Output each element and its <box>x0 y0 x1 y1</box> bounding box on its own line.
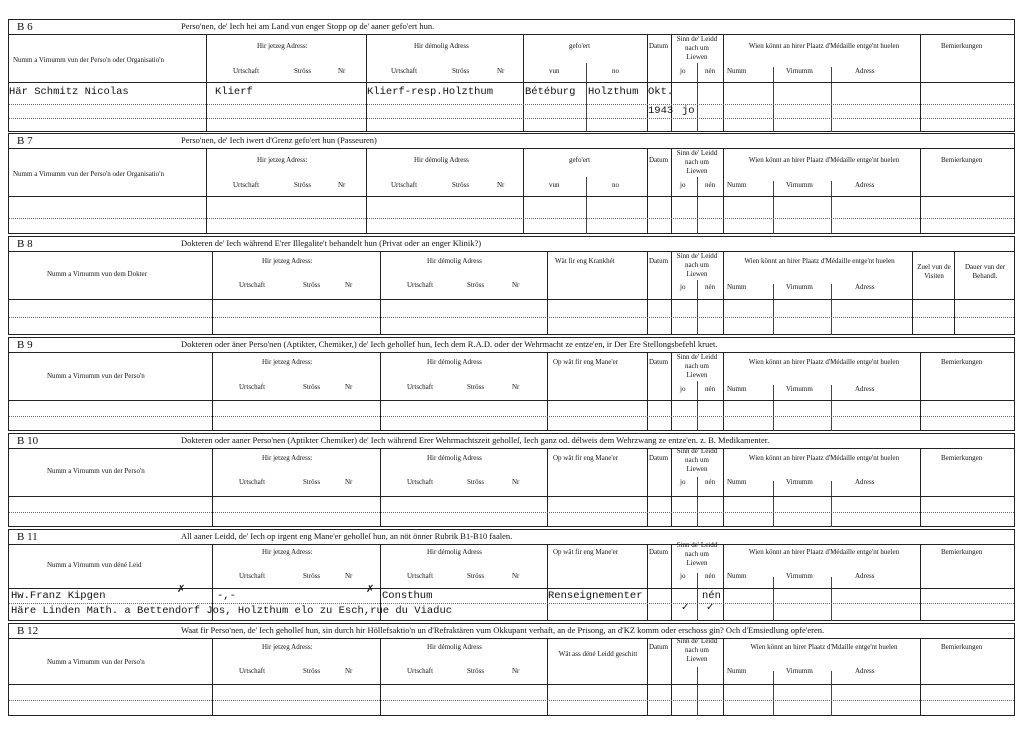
entry-name-1: Hw.Franz Kipgen <box>11 590 106 602</box>
alive-header: Sinn de' Leidd nach um Liewen <box>676 35 718 61</box>
entry-to: Holzthum <box>588 86 639 98</box>
section-b10: B 10 Dokteren oder aaner Perso'nen (Aptikter Chemiker) de' Iech während Erer Wehrmachtszeit geholleſ, Iech ganz od. délweis dem Wehrzwang ze entze'en. z. B. Medikamenter. Numm a Virnumm vun der Perso'n Hir jetzeg Adress: Urtschaft Ströss Nr Hir démolig Adress Urtschaft Ströss Nr Op wät fir eng Mane'er Datum Sinn de' Leidd nach um Liewen jo nén Wien könnt an hirer Plaatz d'Médaille entge'nt huelen Numm Virnumm Adress Bemierkungen <box>8 433 1015 527</box>
section-header <box>9 237 1014 252</box>
cross-mark: ✗ <box>177 584 186 595</box>
section-code: B 6 <box>17 21 33 33</box>
section-header <box>9 434 1014 449</box>
section-title: Dokteren oder aaner Perso'nen (Aptikter Chemiker) de' Iech während Erer Wehrmachtszeit geholleſ, Iech ganz od. délweis dem Wehrzwang ze entze'en. z. B. Medikamenter. <box>181 435 770 445</box>
duration-header: Dauer vun der Behandl. <box>964 263 1006 280</box>
section-title: All aaner Leidd, de' Iech op irgent eng Mane'er geholleſ hun, an nöt önner Rubrik B1-B10 faalen. <box>181 531 513 541</box>
date-header: Datum <box>649 42 669 50</box>
entry-place: Klierf <box>215 86 253 98</box>
section-header <box>9 530 1014 545</box>
section-b7: B 7 Perso'nen, de' Iech iwert d'Grenz gefo'ert hun (Passeuren) Numm a Virnumm vun der Perso'n oder Organisatio'n Hir jetzeg Adress: Urtschaft Ströss Nr Hir démolig Adress Urtschaft Ströss Nr gefo'ert vun no Datum Sinn de' Leidd nach um Liewen jo nén Wien könnt an hirer Plaatz d'Médaille entge'nt huelen Numm Virnumm Adress Bemierkungen <box>8 133 1015 234</box>
section-b8: B 8 Dokteren de' Iech während E'rer Illegalite't behandelt hun (Privat oder an enger Klinik?) Numm a Virnumm vun dem Dokter Hir jetzeg Adress: Urtschaft Ströss Nr Hir démolig Adress Urtschaft Ströss Nr Wät fir eng Krankhét Datum Sinn de' Leidd nach um Liewen jo nén Wien könnt an hirer Plaatz d'Médaille entge'nt huelen Numm Virnumm Adress Zuel vun de Visiten Dauer vun der Behandl. <box>8 236 1015 335</box>
section-code: B 11 <box>17 531 38 543</box>
entry-name: Här Schmitz Nicolas <box>9 86 129 98</box>
entry-date-month: Okt. <box>648 86 674 98</box>
entry-alive-yes: jo <box>682 105 695 117</box>
medal-header: Wien könnt an hirer Plaatz d'Médaille entge'nt huelen <box>748 42 900 50</box>
section-title: Perso'nen, de' Iech hei am Land vun enger Stopp op de' aaner gefo'ert hun. <box>181 21 435 31</box>
section-code: B 10 <box>17 435 39 447</box>
done-header: Wät ass déné Leidd geschitt <box>558 650 638 658</box>
section-title: Perso'nen, de' Iech iwert d'Grenz gefo'ert hun (Passeuren) <box>181 135 377 145</box>
entry-manner-1: Renseignementer <box>548 590 643 602</box>
entry-from: Bétéburg <box>525 86 576 98</box>
doctor-name-header: Numm a Virnumm vun dem Dokter <box>47 270 147 278</box>
section-header <box>9 134 1014 149</box>
entry-former-1: Consthum <box>382 590 433 602</box>
visits-header: Zuel vun de Visiten <box>917 263 951 280</box>
cross-mark: ✗ <box>366 584 375 595</box>
section-code: B 8 <box>17 238 33 250</box>
section-title: Waat fir Perso'nen, de' Iech geholleſ hun, sin durch hir Höllefsaktio'n un d'Refraktären vum Okkupant verhaft, an de Prisong, an d'KZ komm oder erschoss gin? Och d'Emsiedlung opfe'eren. <box>181 625 825 635</box>
name-column-header: Numm a Virnumm vun der Perso'n oder Organisatio'n <box>13 56 164 64</box>
led-header: gefo'ert <box>569 42 591 50</box>
section-code: B 9 <box>17 339 33 351</box>
entry-line-2: Häre Linden Math. a Bettendorf Jos, Holzthum elo zu Esch,rue du Viaduc <box>11 605 453 617</box>
suffered-name-header: Numm a Virnumm vun déné Leid <box>47 561 142 569</box>
section-header <box>9 624 1014 639</box>
section-b11: B 11 All aaner Leidd, de' Iech op irgent eng Mane'er geholleſ hun, an nöt önner Rubrik B1-B10 faalen. Numm a Virnumm vun déné Leid Hir jetzeg Adress: Urtschaft Ströss Nr Hir démolig Adress Urtschaft Ströss Nr Op wät fir eng Mane'er Datum Sinn de' Leidd nach um Liewen jo nén Wien könnt an hirer Plaatz d'Médaille entge'nt huelen Numm Virnumm Adress Bemierkungen Hw.Franz Kipgen -,- Consthum Renseignementer nén Häre Linden Math. a Bettendorf Jos, Holzthum elo zu Esch,rue du Viaduc ✗ ✗ ✓ ✓ <box>8 529 1015 621</box>
section-code: B 7 <box>17 135 33 147</box>
entry-date-year: 1943 <box>648 105 674 117</box>
section-b6: B 6 Perso'nen, de' Iech hei am Land vun enger Stopp op de' aaner gefo'ert hun. Numm a Virnumm vun der Perso'n oder Organisatio'n Hir jetzeg Adress: Urtschaft Ströss Nr Hir démolig Adress Urtschaft Ströss Nr gefo'ert vun no Datum Sinn de' Leidd nach um Liewen jo nén Wien könnt an hirer Plaatz d'Médaille entge'nt huelen Numm Virnumm Adress Bemierkungen Här Schmitz Nicolas Klierf Klierf-resp.Holzthum Bétéburg Holzthum Okt. 1943 jo <box>8 19 1015 132</box>
section-b12: B 12 Waat fir Perso'nen, de' Iech geholleſ hun, sin durch hir Höllefsaktio'n un d'Refraktären vum Okkupant verhaft, an de Prisong, an d'KZ komm oder erschoss gin? Och d'Emsiedlung opfe'eren. Numm a Virnumm vun der Perso'n Hir jetzeg Adress: Urtschaft Ströss Nr Hir démolig Adress Urtschaft Ströss Nr Wät ass déné Leidd geschitt Datum Sinn de' Leidd nach um Liewen Wien könnt an hirer Plaatz d'Mdaille entge'nt huelen Numm Virnumm Adress Bemierkungen <box>8 623 1015 716</box>
section-header <box>9 338 1014 353</box>
remarks-header: Bemierkungen <box>941 42 983 50</box>
check-mark: ✓ <box>681 602 690 613</box>
current-address-header: Hir jetzeg Adress: <box>257 42 308 50</box>
section-code: B 12 <box>17 625 39 637</box>
manner-header: Op wät fir eng Mane'er <box>553 358 619 366</box>
illness-header: Wät fir eng Krankhét <box>555 257 615 265</box>
section-header <box>9 20 1014 35</box>
check-mark: ✓ <box>706 602 715 613</box>
entry-former-address: Klierf-resp.Holzthum <box>367 86 494 98</box>
entry-place-1: -,- <box>217 590 236 602</box>
section-title: Dokteren oder äner Perso'nen (Aptikter, Chemiker,) de' Iech gehollef hun, Iech dem R.A.D. oder der Wehrmacht ze entze'en, ir Der Ere Stellongsbefehl kruet. <box>181 339 718 349</box>
entry-alive-no-1: nén <box>702 590 721 602</box>
section-title: Dokteren de' Iech während E'rer Illegalite't behandelt hun (Privat oder an enger Klinik?) <box>181 238 482 248</box>
section-b9: B 9 Dokteren oder äner Perso'nen (Aptikter, Chemiker,) de' Iech gehollef hun, Iech dem R.A.D. oder der Wehrmacht ze entze'en, ir Der Ere Stellongsbefehl kruet. Numm a Virnumm vun der Perso'n Hir jetzeg Adress: Urtschaft Ströss Nr Hir démolig Adress Urtschaft Ströss Nr Op wät fir eng Mane'er Datum Sinn de' Leidd nach um Liewen jo nén Wien könnt an hirer Plaatz d'Médaille entge'nt huelen Numm Virnumm Adress Bemierkungen <box>8 337 1015 431</box>
former-address-header: Hir démolig Adress <box>414 42 469 50</box>
